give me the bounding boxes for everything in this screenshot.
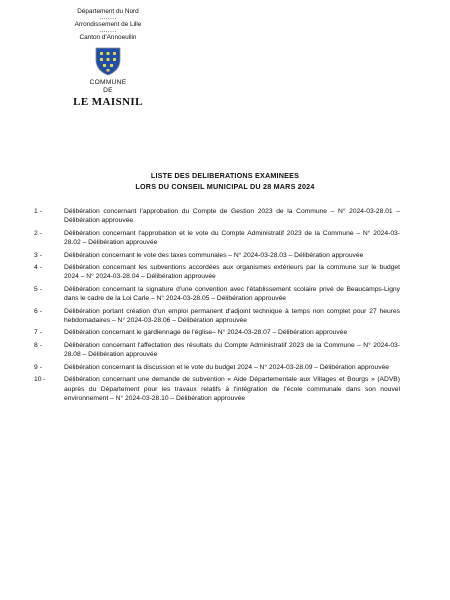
item-number: 1 -	[34, 208, 42, 215]
list-item	[34, 363, 400, 372]
list-item	[34, 341, 400, 360]
item-number: 10 -	[34, 376, 46, 384]
list-item	[34, 307, 400, 326]
item-number: 3 -	[34, 251, 42, 259]
item-number: 7 -	[34, 329, 42, 337]
list-item	[34, 251, 400, 260]
item-text: Délibération concernant la discussion et le vote du budget 2024 – N° 2024-03-28.09 – Délibération approuvée	[64, 363, 390, 371]
commune-label: COMMUNE	[89, 79, 127, 86]
item-text: Délibération portant création d'un emploi permanent d'adjoint technique à temps non complet pour 27 heures hebdomadaires – N° 2024-03-28.06 – Délibération approuvée	[64, 307, 400, 325]
list-item	[34, 207, 400, 226]
item-text: Délibération concernant les subventions accordées aux organismes extérieurs par la commune sur le budget 2024 – N° 2024-03-28.04 – Délibération approuvée	[64, 264, 400, 281]
letterhead	[62, 8, 154, 109]
item-number: 2 -	[34, 229, 42, 237]
arrondissement-line: Arrondissement de Lille	[74, 21, 142, 28]
document-title-line1: LISTE DES DELIBERATIONS EXAMINEES	[150, 171, 300, 180]
item-text: Délibération concernant l'approbation du Compte de Gestion 2023 de la Commune – N° 2024-03-28.01 – Délibération approuvée	[64, 208, 400, 225]
list-item	[34, 263, 400, 282]
item-text: Délibération concernant le gardiennage de l'église– N° 2024-03-28.07 – Délibération approuvée	[64, 329, 348, 337]
item-number: 6 -	[34, 307, 42, 315]
list-item	[34, 285, 400, 304]
item-number: 9 -	[34, 363, 42, 371]
list-item	[34, 375, 400, 403]
departement-line: Département du Nord	[77, 8, 139, 15]
list-item	[34, 328, 400, 337]
item-number: 8 -	[34, 341, 42, 349]
document-title-line2: LORS DU CONSEIL MUNICIPAL DU 28 MARS 2024	[135, 182, 315, 191]
coat-of-arms-icon	[95, 46, 121, 76]
item-text: Délibération concernant une demande de subvention « Aide Départementale aux Villages et Bourgs » (ADVB) auprès du Département pour les travaux relatifs à l'intégration de l'école communale dans son nouvel environnement – N° 2024-03-28.10 – Délibération approuvée	[64, 376, 400, 402]
item-text: Délibération concernant l'affectation des résultats du Compte Administratif 2023 de la Commune – N° 2024-03-28.08 – Délibération approuvée	[64, 341, 400, 359]
de-label: DE	[103, 87, 113, 94]
item-text: Délibération concernant l'approbation et le vote du Compte Administratif 2023 de la Commune – N° 2024-03-28.02 – Délibération approuvée	[64, 229, 400, 247]
separator-dots: ........	[99, 15, 117, 21]
deliberation-list	[34, 207, 400, 406]
item-text: Délibération concernant la signature d'une convention avec l'établissement scolaire privé de Beaucamps-Ligny dans le cadre de la Loi Carle – N° 2024-03-28.05 – Délibération approuvée	[64, 285, 400, 303]
list-item	[34, 229, 400, 248]
separator-dots: ........	[99, 28, 117, 34]
item-number: 4 -	[34, 264, 42, 272]
item-text: Délibération concernant le vote des taxes communales – N° 2024-03-28.03 – Délibération approuvée	[64, 251, 364, 259]
item-number: 5 -	[34, 285, 42, 293]
canton-line: Canton d'Annoeullin	[79, 34, 137, 41]
town-name: LE MAISNIL	[73, 96, 143, 108]
